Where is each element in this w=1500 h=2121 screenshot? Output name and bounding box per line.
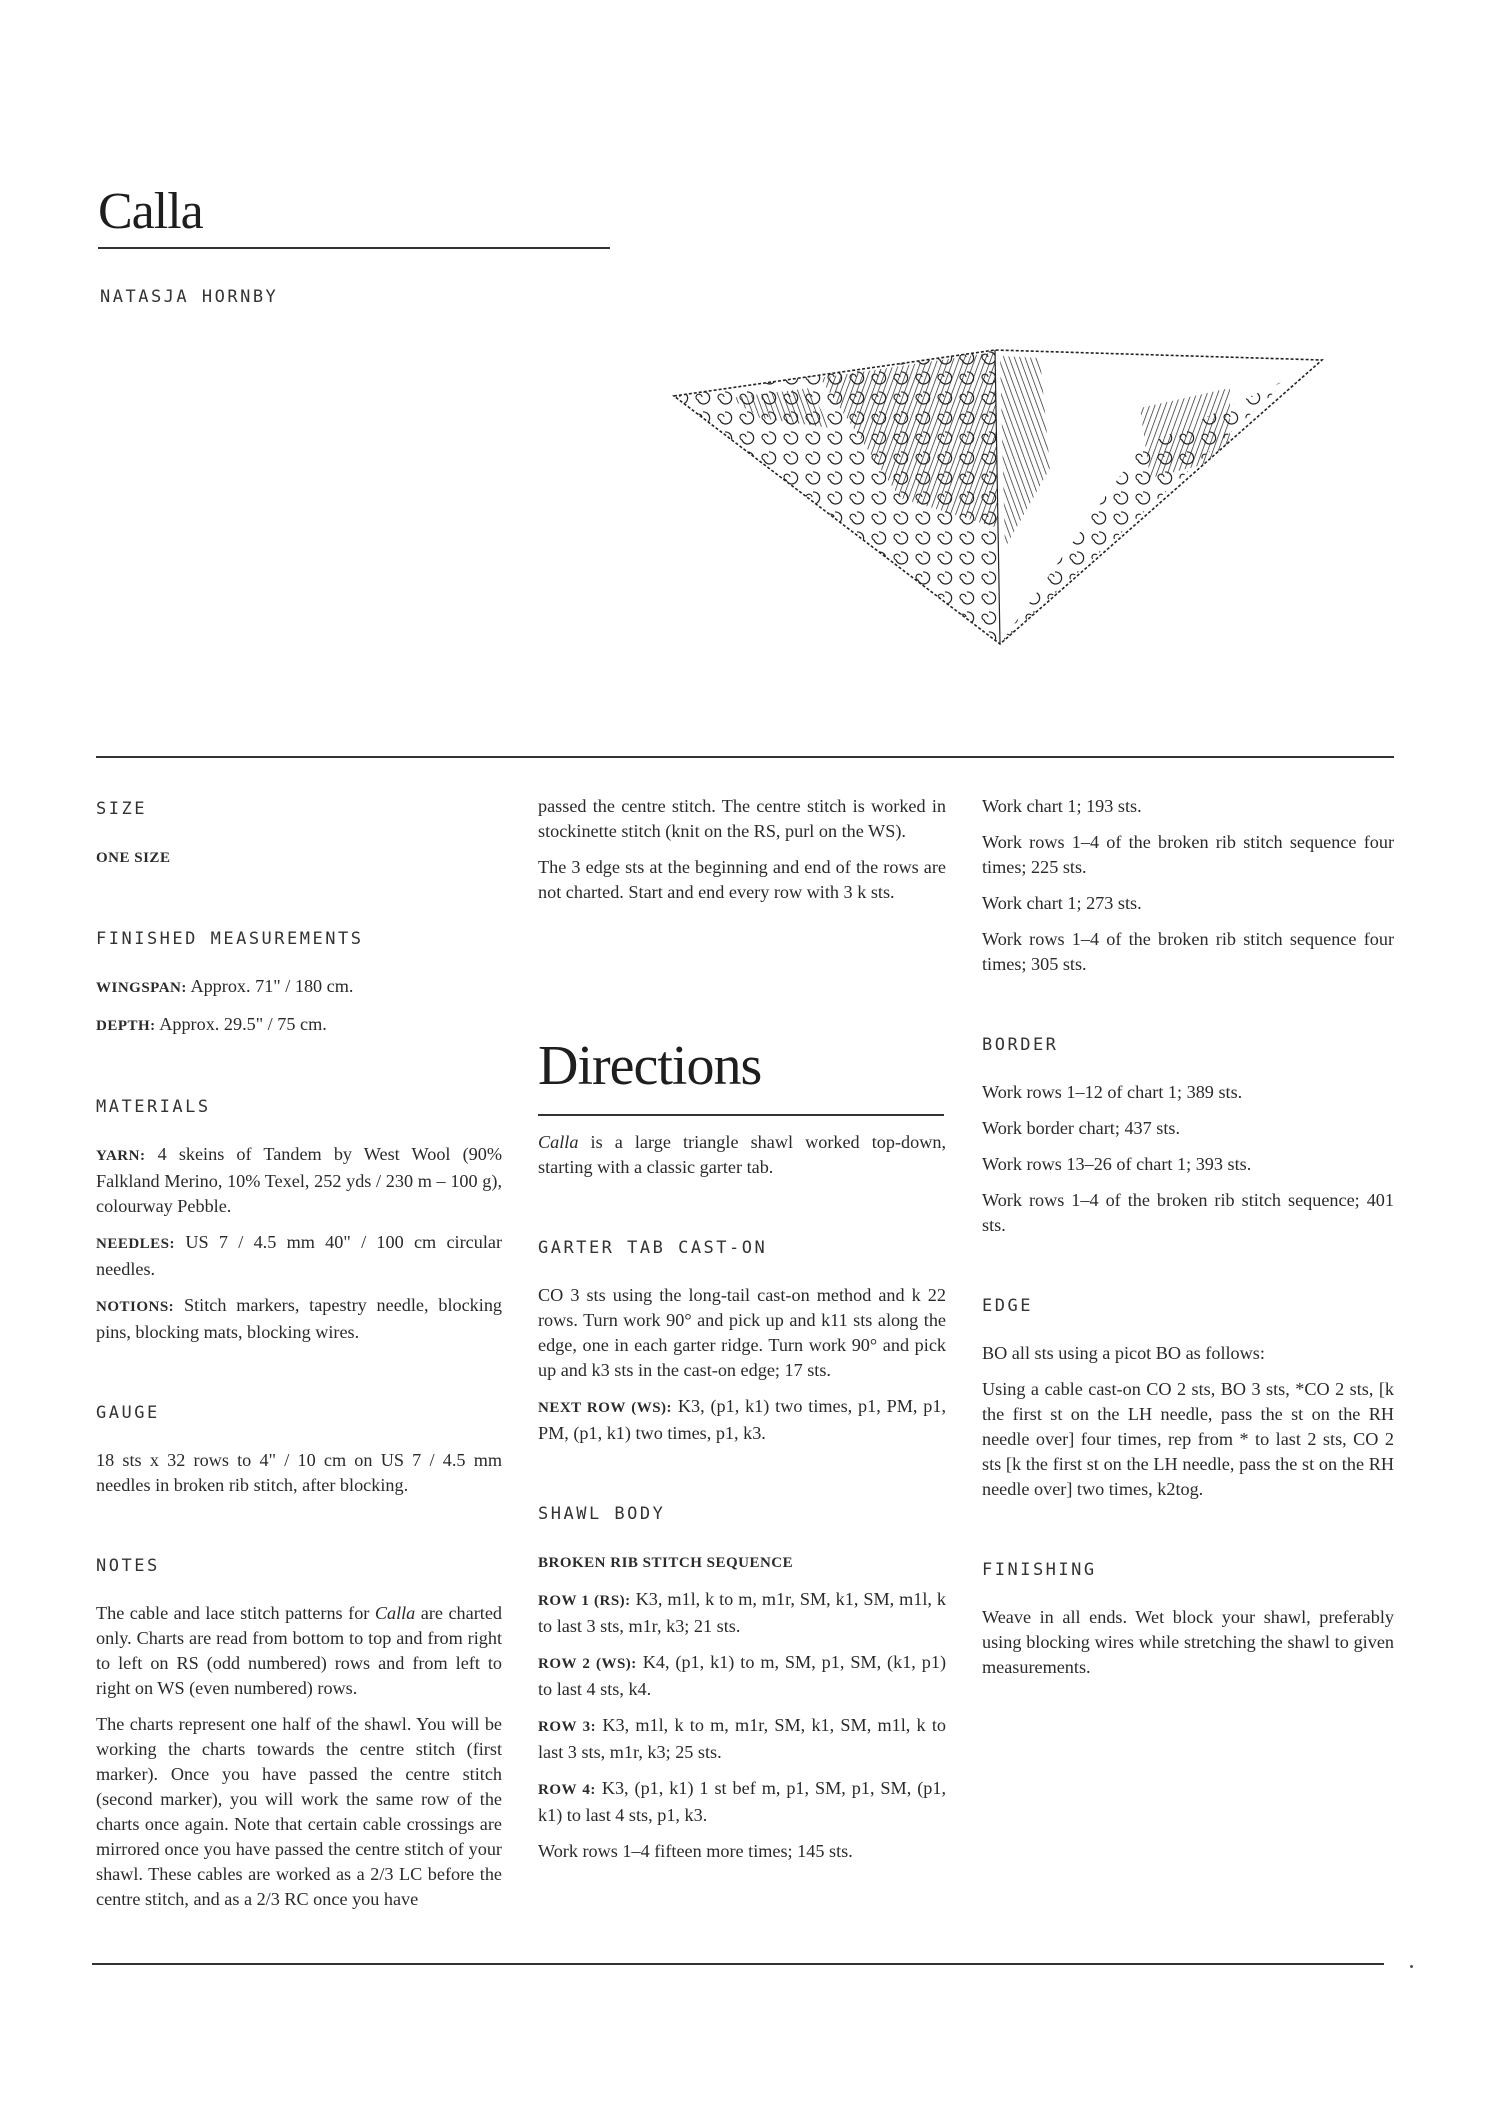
finishing-text: Weave in all ends. Wet block your shawl, preferably using blocking wires while stretching the shawl to given measurements.: [982, 1607, 1394, 1677]
garter-tab-text: CO 3 sts using the long-tail cast-on method and k 22 rows. Turn work 90° and pick up and k11 sts along the edge, one in each garter ridge. Turn work 90° and pick up and k3 sts in the cast-on edge; 17 sts.: [538, 1285, 946, 1380]
edge-instructions: Using a cable cast-on CO 2 sts, BO 3 sts, *CO 2 sts, [k the first st on the LH needle, pass the st on the RH needle over] four times, rep from * to last 2 sts, CO 2 sts [k the first st on the LH needle, pass the st on the RH needle over] two times, k2tog.: [982, 1379, 1394, 1499]
border-heading: BORDER: [982, 1035, 1059, 1055]
chart-step-1: Work chart 1; 193 sts.: [982, 796, 1142, 816]
notes-paragraph-1: The cable and lace stitch patterns for Calla are charted only. Charts are read from bottom to top and from right to left on RS (odd numbered) rows and from left to right on WS (even numbered) rows.: [96, 1603, 502, 1698]
materials-heading: MATERIALS: [96, 1097, 211, 1117]
gauge-heading: GAUGE: [96, 1403, 160, 1423]
chart-step-2: Work rows 1–4 of the broken rib stitch sequence four times; 225 sts.: [982, 832, 1394, 877]
column-3: [982, 794, 1394, 1691]
directions-rule: [538, 1114, 944, 1116]
wingspan: WINGSPAN: Approx. 71" / 180 cm.: [96, 976, 354, 996]
title-rule: [98, 247, 610, 249]
row-1: ROW 1 (RS): K3, m1l, k to m, m1r, SM, k1, SM, m1l, k to last 3 sts, m1r, k3; 21 sts.: [538, 1589, 946, 1636]
notions: NOTIONS: Stitch markers, tapestry needle, blocking pins, blocking mats, blocking wires.: [96, 1295, 503, 1342]
yarn: YARN: 4 skeins of Tandem by West Wool (90% Falkland Merino, 10% Texel, 252 yds / 230 m – 100 g), colourway Pebble.: [96, 1144, 502, 1216]
border-step-3: Work rows 13–26 of chart 1; 393 sts.: [982, 1154, 1252, 1174]
finishing-heading: FINISHING: [982, 1560, 1097, 1580]
finished-measurements-heading: FINISHED MEASUREMENTS: [96, 929, 364, 949]
row-2: ROW 2 (WS): K4, (p1, k1) to m, SM, p1, SM, (k1, p1) to last 4 sts, k4.: [538, 1652, 947, 1699]
designer-name: NATASJA HORNBY: [100, 287, 279, 307]
row-3: ROW 3: K3, m1l, k to m, m1r, SM, k1, SM, m1l, k to last 3 sts, m1r, k3; 25 sts.: [538, 1715, 946, 1762]
border-step-2: Work border chart; 437 sts.: [982, 1118, 1181, 1138]
notes-continued: passed the centre stitch. The centre stitch is worked in stockinette stitch (knit on the RS, purl on the WS).: [538, 796, 946, 841]
notes-heading: NOTES: [96, 1556, 160, 1576]
size-heading: SIZE: [96, 799, 147, 819]
gauge-text: 18 sts x 32 rows to 4" / 10 cm on US 7 / 4.5 mm needles in broken rib stitch, after blocking.: [96, 1450, 502, 1495]
next-row: NEXT ROW (WS): K3, (p1, k1) two times, p1, PM, p1, PM, (p1, k1) two times, p1, k3.: [538, 1396, 946, 1443]
section-divider-top: [96, 756, 1394, 758]
edge-stitches-note: The 3 edge sts at the beginning and end of the rows are not charted. Start and end every row with 3 k sts.: [538, 857, 946, 902]
pattern-title: Calla: [98, 183, 203, 240]
repeat-rows: Work rows 1–4 fifteen more times; 145 sts.: [538, 1841, 853, 1861]
column-2: [538, 794, 946, 1875]
column-1: [96, 796, 502, 1923]
edge-intro: BO all sts using a picot BO as follows:: [982, 1343, 1265, 1363]
directions-intro: Calla is a large triangle shawl worked top-down, starting with a classic garter tab.: [538, 1132, 946, 1177]
section-divider-bottom: [92, 1963, 1384, 1965]
directions-title: Directions: [538, 1035, 762, 1097]
depth: DEPTH: Approx. 29.5" / 75 cm.: [96, 1014, 327, 1034]
shawl-illustration: [670, 348, 1330, 648]
border-step-1: Work rows 1–12 of chart 1; 389 sts.: [982, 1082, 1243, 1102]
notes-paragraph-2: The charts represent one half of the shawl. You will be working the charts towards the centre stitch (first marker). Once you have passed the centre stitch (second marker), you will work the same row of the charts once again. Note that certain cable crossings are mirrored once you have passed the centre stitch of your shawl. These cables are worked as a 2/3 LC before the centre stitch, and as a 2/3 RC once you have: [96, 1714, 502, 1909]
edge-heading: EDGE: [982, 1296, 1033, 1316]
page-mark: [1410, 1965, 1413, 1968]
shawl-body-heading: SHAWL BODY: [538, 1504, 666, 1524]
broken-rib-subheading: BROKEN RIB STITCH SEQUENCE: [538, 1555, 794, 1571]
needles: NEEDLES: US 7 / 4.5 mm 40" / 100 cm circular needles.: [96, 1232, 503, 1279]
row-4: ROW 4: K3, (p1, k1) 1 st bef m, p1, SM, p1, SM, (p1, k1) to last 4 sts, p1, k3.: [538, 1778, 946, 1825]
garter-tab-heading: GARTER TAB CAST-ON: [538, 1238, 768, 1258]
chart-step-3: Work chart 1; 273 sts.: [982, 893, 1142, 913]
chart-step-4: Work rows 1–4 of the broken rib stitch sequence four times; 305 sts.: [982, 929, 1394, 974]
border-step-4: Work rows 1–4 of the broken rib stitch sequence; 401 sts.: [982, 1190, 1394, 1235]
size-value: ONE SIZE: [96, 850, 171, 866]
